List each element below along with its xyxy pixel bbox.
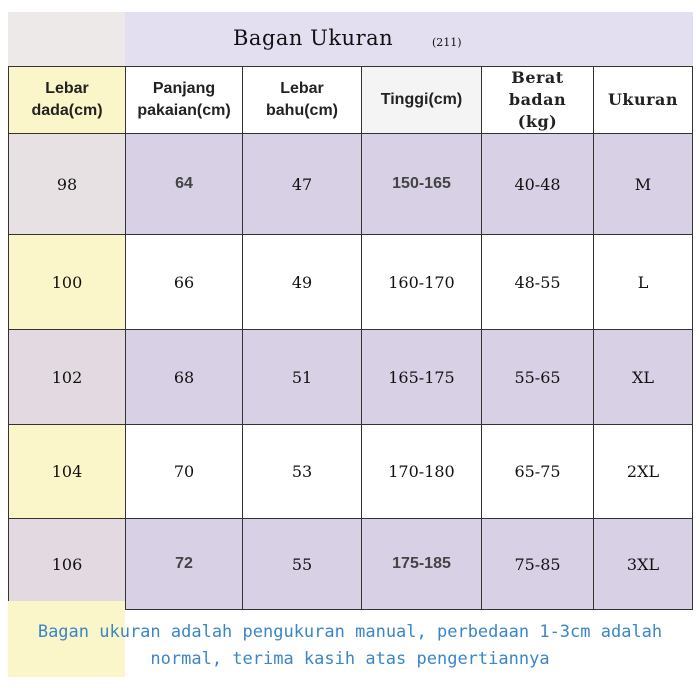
cell-length: 70	[126, 425, 243, 519]
cell-height: 175-185	[362, 519, 482, 610]
cell-chest: 100	[9, 235, 126, 330]
title-bar	[0, 12, 700, 66]
table-row	[9, 425, 693, 519]
footer-line-1: Bagan ukuran adalah pengukuran manual, perbedaan 1-3cm adalah	[37, 622, 663, 642]
cell-chest: 98	[9, 134, 126, 235]
title-bar-left-block	[8, 12, 125, 66]
cell-height: 170-180	[362, 425, 482, 519]
cell-weight: 55-65	[482, 330, 594, 425]
cell-weight: 65-75	[482, 425, 594, 519]
chart-code: (211)	[432, 36, 462, 49]
header-label: Tinggi(cm)	[380, 91, 463, 108]
header-label: Berat badan	[508, 68, 567, 109]
footer-line-2: normal, terima kasih atas pengertiannya	[150, 649, 550, 669]
header-label: pakaian(cm)	[137, 102, 231, 119]
cell-shoulder: 53	[243, 425, 362, 519]
cell-shoulder: 51	[243, 330, 362, 425]
cell-weight: 40-48	[482, 134, 594, 235]
cell-length: 66	[126, 235, 243, 330]
cell-weight: 75-85	[482, 519, 594, 610]
header-label: bahu(cm)	[266, 102, 338, 119]
cell-size: XL	[594, 330, 693, 425]
header-shoulder	[243, 67, 362, 134]
cell-size: M	[594, 134, 693, 235]
header-length	[126, 67, 243, 134]
header-size	[594, 67, 693, 134]
cell-shoulder: 47	[243, 134, 362, 235]
footer-text	[0, 619, 700, 673]
header-row	[9, 67, 693, 134]
cell-height: 150-165	[362, 134, 482, 235]
header-label: Lebar	[45, 80, 89, 97]
cell-length: 72	[126, 519, 243, 610]
footer-note	[0, 601, 700, 677]
title-bar-right-block	[125, 12, 693, 66]
header-chest-width	[9, 67, 126, 134]
header-weight	[482, 67, 594, 134]
header-height	[362, 67, 482, 134]
cell-height: 160-170	[362, 235, 482, 330]
cell-chest: 102	[9, 330, 126, 425]
cell-shoulder: 55	[243, 519, 362, 610]
header-label: dada(cm)	[31, 102, 103, 119]
table-row	[9, 519, 693, 610]
cell-chest: 106	[9, 519, 126, 610]
cell-size: L	[594, 235, 693, 330]
cell-size: 3XL	[594, 519, 693, 610]
table-row	[9, 235, 693, 330]
size-table	[8, 66, 693, 610]
header-label: Ukuran	[607, 90, 679, 109]
header-label: (kg)	[517, 112, 558, 131]
header-label: Panjang	[152, 80, 216, 97]
cell-length: 64	[126, 134, 243, 235]
cell-weight: 48-55	[482, 235, 594, 330]
cell-length: 68	[126, 330, 243, 425]
chart-title: Bagan Ukuran	[233, 26, 394, 50]
table-row	[9, 330, 693, 425]
cell-size: 2XL	[594, 425, 693, 519]
cell-height: 165-175	[362, 330, 482, 425]
cell-shoulder: 49	[243, 235, 362, 330]
table-row	[9, 134, 693, 235]
cell-chest: 104	[9, 425, 126, 519]
header-label: Lebar	[280, 80, 324, 97]
